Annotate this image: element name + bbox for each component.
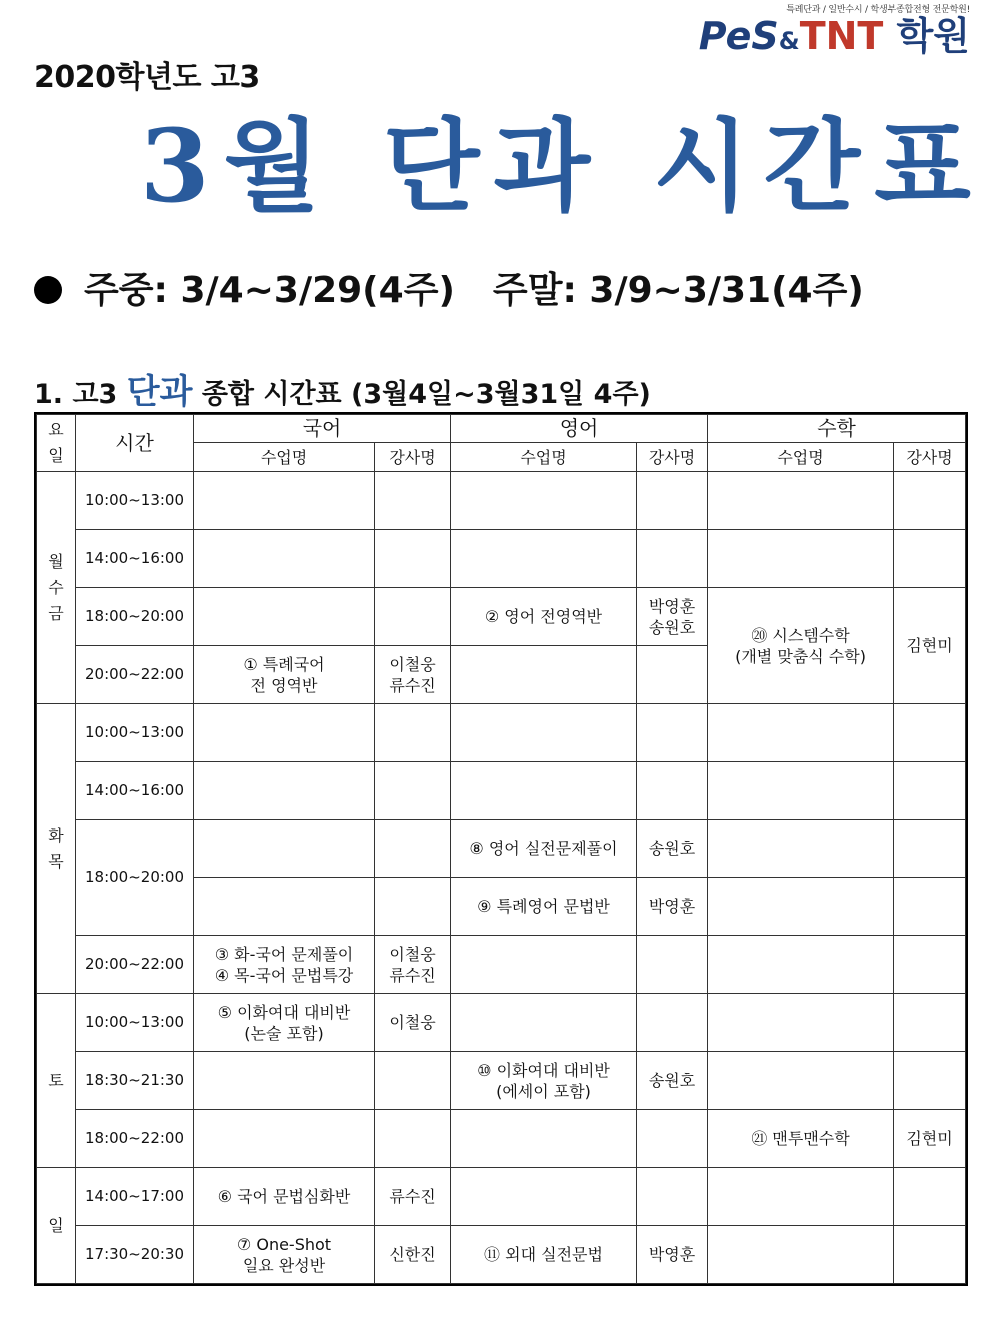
en-course-cell — [451, 530, 637, 588]
ko-teacher-cell — [375, 530, 451, 588]
en-teacher-cell: 박영훈 — [637, 878, 708, 936]
en-teacher-cell — [637, 994, 708, 1052]
ko-course-cell — [194, 530, 375, 588]
ko-course-cell: ⑤ 이화여대 대비반 (논술 포함) — [194, 994, 375, 1052]
en-course-cell: ⑪ 외대 실전문법 — [451, 1226, 637, 1284]
math-course-cell — [708, 1168, 894, 1226]
en-course-cell — [451, 936, 637, 994]
en-teacher-cell — [637, 1168, 708, 1226]
section-heading — [34, 364, 651, 413]
ko-teacher-cell — [375, 878, 451, 936]
time-cell: 20:00~22:00 — [76, 936, 194, 994]
en-teacher-cell — [637, 936, 708, 994]
en-teacher-cell — [637, 530, 708, 588]
ko-teacher-cell — [375, 762, 451, 820]
time-cell: 18:00~20:00 — [76, 820, 194, 936]
math-teacher-cell — [894, 878, 966, 936]
timetable — [36, 414, 966, 1284]
ko-teacher-cell — [375, 588, 451, 646]
time-cell: 14:00~16:00 — [76, 762, 194, 820]
ko-teacher-cell — [375, 820, 451, 878]
math-teacher-cell — [894, 1052, 966, 1110]
table-row — [37, 588, 966, 646]
en-teacher-cell — [637, 646, 708, 704]
logo-wordmark — [699, 16, 970, 61]
year-heading: 2020학년도 고3 — [34, 60, 260, 95]
ko-course-cell — [194, 820, 375, 878]
logo-part-pes: PeS — [698, 14, 779, 58]
time-cell: 10:00~13:00 — [76, 704, 194, 762]
ko-course-cell — [194, 878, 375, 936]
period-line — [34, 262, 864, 313]
ko-course-cell — [194, 1110, 375, 1168]
en-course-cell — [451, 1110, 637, 1168]
en-course-cell — [451, 472, 637, 530]
ko-teacher-cell: 이철웅 류수진 — [375, 936, 451, 994]
math-teacher-cell — [894, 1168, 966, 1226]
time-cell: 17:30~20:30 — [76, 1226, 194, 1284]
section-prefix: 1. 고3 — [34, 379, 127, 410]
header-korean: 국어 — [194, 415, 451, 443]
table-row — [37, 530, 966, 588]
time-cell: 10:00~13:00 — [76, 472, 194, 530]
ko-teacher-cell: 이철웅 류수진 — [375, 646, 451, 704]
table-row — [37, 472, 966, 530]
time-cell: 18:00~20:00 — [76, 588, 194, 646]
day-cell: 일 — [37, 1168, 76, 1284]
ko-course-cell — [194, 704, 375, 762]
math-course-cell — [708, 762, 894, 820]
math-teacher-cell — [894, 994, 966, 1052]
table-row — [37, 994, 966, 1052]
math-course-cell — [708, 1226, 894, 1284]
math-course-cell — [708, 472, 894, 530]
en-teacher-cell — [637, 762, 708, 820]
table-row — [37, 1052, 966, 1110]
math-teacher-cell — [894, 472, 966, 530]
day-cell: 토 — [37, 994, 76, 1168]
math-course-cell — [708, 1052, 894, 1110]
time-cell: 18:30~21:30 — [76, 1052, 194, 1110]
ko-course-cell: ③ 화-국어 문제풀이 ④ 목-국어 문법특강 — [194, 936, 375, 994]
ko-course-cell — [194, 1052, 375, 1110]
ko-teacher-cell: 이철웅 — [375, 994, 451, 1052]
ko-course-cell: ⑦ One-Shot 일요 완성반 — [194, 1226, 375, 1284]
en-course-cell — [451, 646, 637, 704]
header-day: 요 일 — [37, 415, 76, 472]
table-row — [37, 762, 966, 820]
math-course-cell — [708, 994, 894, 1052]
logo-part-tnt: TNT — [799, 14, 884, 58]
ko-course-cell — [194, 472, 375, 530]
logo-tagline: 특례단과 / 일반수시 / 학생부종합전형 전문학원! — [786, 5, 970, 15]
ko-teacher-cell — [375, 1052, 451, 1110]
header-ko-course: 수업명 — [194, 443, 375, 472]
logo-ampersand: & — [778, 27, 800, 55]
table-row — [37, 1226, 966, 1284]
table-row — [37, 1110, 966, 1168]
math-course-cell: ⑳ 시스템수학 (개별 맞춤식 수학) — [708, 588, 894, 704]
math-course-cell — [708, 704, 894, 762]
time-cell: 14:00~17:00 — [76, 1168, 194, 1226]
math-teacher-cell — [894, 530, 966, 588]
en-course-cell — [451, 762, 637, 820]
en-course-cell — [451, 994, 637, 1052]
section-suffix: 종합 시간표 (3월4일~3월31일 4주) — [192, 379, 651, 410]
section-accent: 단과 — [126, 372, 193, 412]
header-en-course: 수업명 — [451, 443, 637, 472]
ko-teacher-cell — [375, 472, 451, 530]
ko-teacher-cell: 신한진 — [375, 1226, 451, 1284]
math-course-cell — [708, 878, 894, 936]
en-course-cell — [451, 704, 637, 762]
header-math-course: 수업명 — [708, 443, 894, 472]
en-course-cell: ⑧ 영어 실전문제풀이 — [451, 820, 637, 878]
en-teacher-cell — [637, 472, 708, 530]
ko-teacher-cell — [375, 704, 451, 762]
en-teacher-cell — [637, 704, 708, 762]
header-math: 수학 — [708, 415, 966, 443]
time-cell: 10:00~13:00 — [76, 994, 194, 1052]
ko-course-cell: ⑥ 국어 문법심화반 — [194, 1168, 375, 1226]
page-title: 3월 단과 시간표 — [140, 107, 985, 225]
math-teacher-cell: 김현미 — [894, 1110, 966, 1168]
header-en-teacher: 강사명 — [637, 443, 708, 472]
table-row — [37, 704, 966, 762]
ko-teacher-cell: 류수진 — [375, 1168, 451, 1226]
math-teacher-cell — [894, 704, 966, 762]
header-time: 시간 — [76, 415, 194, 472]
time-cell: 14:00~16:00 — [76, 530, 194, 588]
ko-course-cell — [194, 588, 375, 646]
table-row — [37, 936, 966, 994]
en-teacher-cell: 박영훈 — [637, 1226, 708, 1284]
en-course-cell: ② 영어 전영역반 — [451, 588, 637, 646]
math-teacher-cell: 김현미 — [894, 588, 966, 704]
time-cell: 20:00~22:00 — [76, 646, 194, 704]
weekend-period: 주말: 3/9~3/31(4주) — [492, 270, 864, 311]
en-course-cell: ⑩ 이화여대 대비반 (에세이 포함) — [451, 1052, 637, 1110]
header-ko-teacher: 강사명 — [375, 443, 451, 472]
day-cell: 화 목 — [37, 704, 76, 994]
header-math-teacher: 강사명 — [894, 443, 966, 472]
table-row — [37, 1168, 966, 1226]
ko-teacher-cell — [375, 1110, 451, 1168]
en-course-cell — [451, 1168, 637, 1226]
bullet-icon — [34, 276, 62, 304]
logo-part-academy: 학원 — [883, 14, 970, 58]
math-teacher-cell — [894, 762, 966, 820]
en-teacher-cell: 송원호 — [637, 820, 708, 878]
math-teacher-cell — [894, 1226, 966, 1284]
math-course-cell — [708, 820, 894, 878]
en-course-cell: ⑨ 특례영어 문법반 — [451, 878, 637, 936]
table-row — [37, 820, 966, 878]
en-teacher-cell: 송원호 — [637, 1052, 708, 1110]
header-english: 영어 — [451, 415, 708, 443]
math-course-cell: ㉑ 맨투맨수학 — [708, 1110, 894, 1168]
time-cell: 18:00~22:00 — [76, 1110, 194, 1168]
math-course-cell — [708, 936, 894, 994]
academy-logo — [699, 2, 970, 61]
ko-course-cell: ① 특례국어 전 영역반 — [194, 646, 375, 704]
math-course-cell — [708, 530, 894, 588]
math-teacher-cell — [894, 820, 966, 878]
en-teacher-cell: 박영훈 송원호 — [637, 588, 708, 646]
day-cell: 월 수 금 — [37, 472, 76, 704]
ko-course-cell — [194, 762, 375, 820]
weekday-period: 주중: 3/4~3/29(4주) — [84, 270, 455, 311]
math-teacher-cell — [894, 936, 966, 994]
header-row-subjects — [37, 415, 966, 443]
en-teacher-cell — [637, 1110, 708, 1168]
